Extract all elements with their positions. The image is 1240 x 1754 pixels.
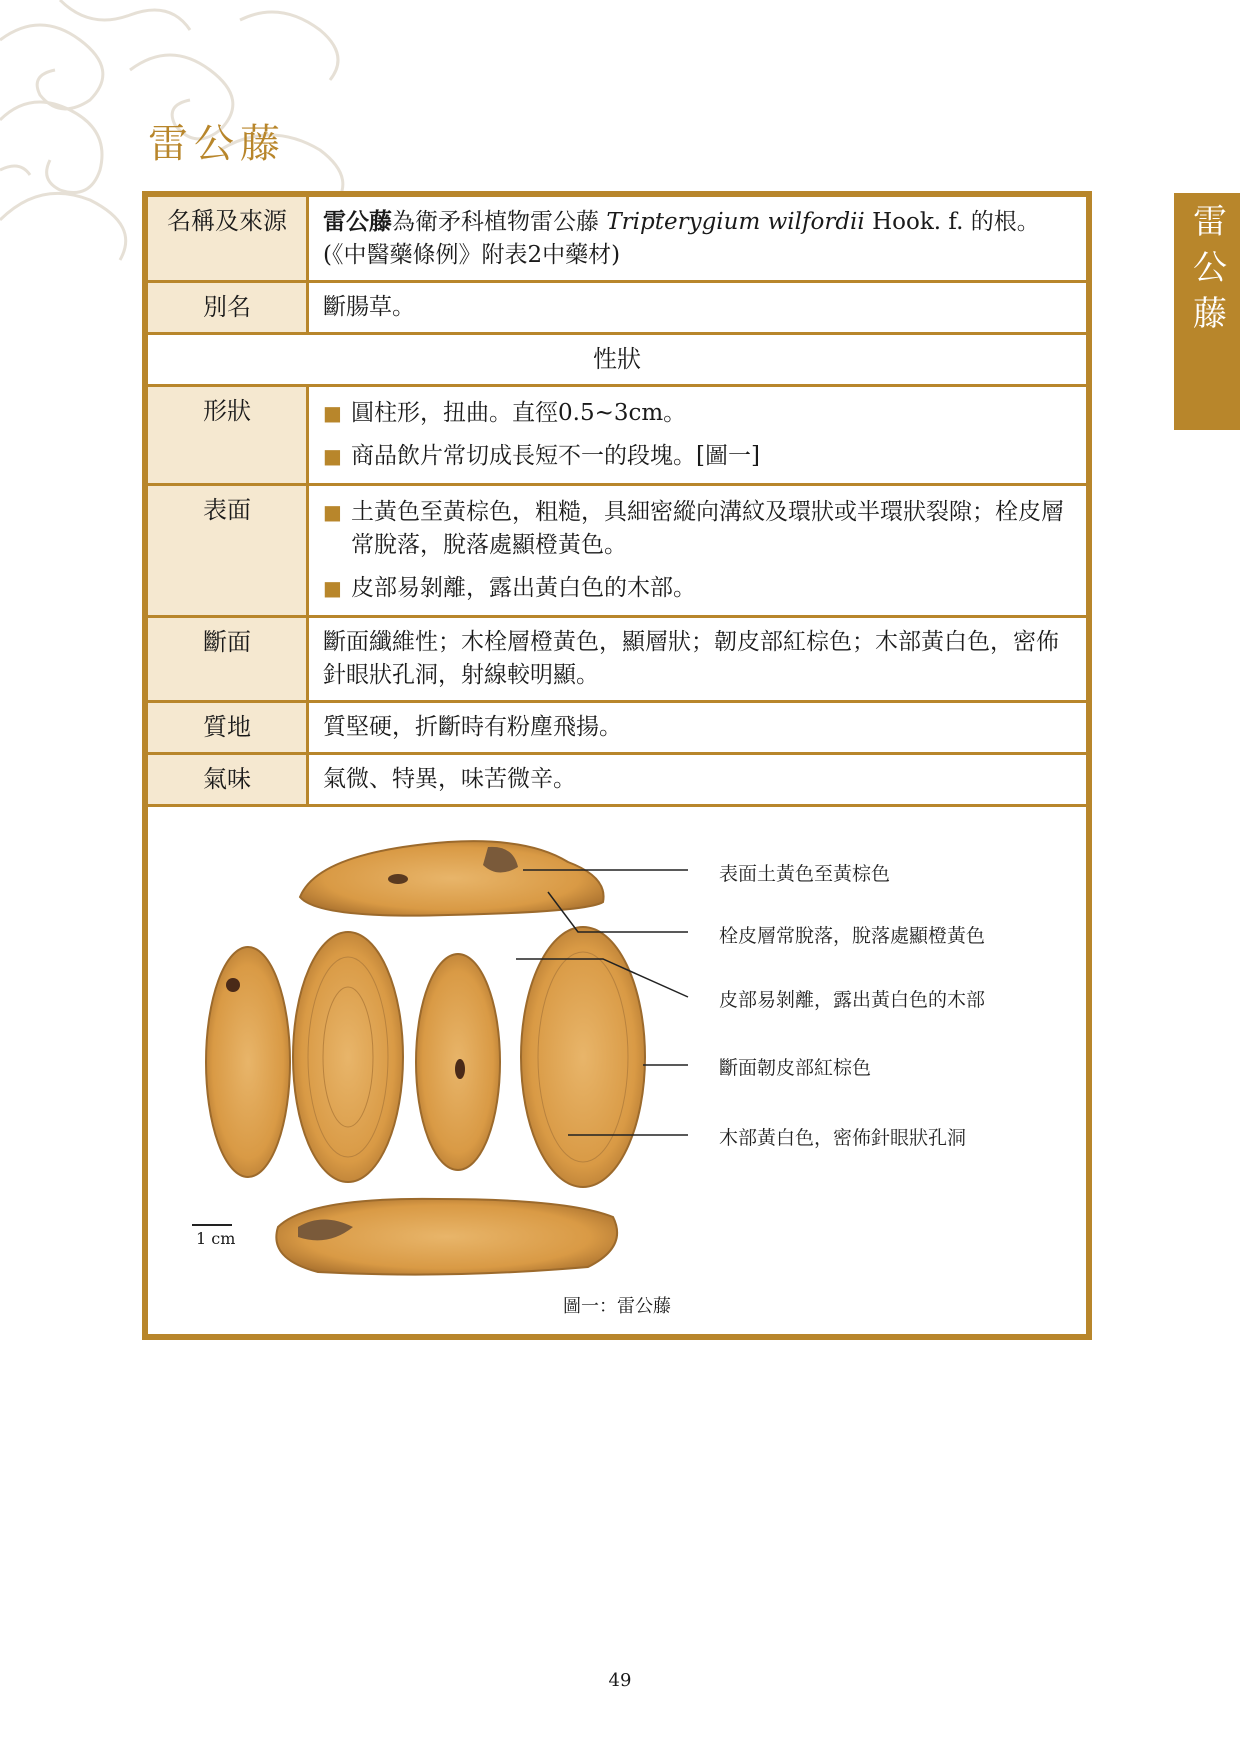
- value-shape: [308, 386, 1087, 485]
- latin-name: Tripterygium wilfordii: [606, 209, 865, 235]
- row-source: [148, 197, 1086, 282]
- figure-caption: 圖一：雷公藤: [563, 1296, 671, 1317]
- square-bullet-icon: ■: [323, 500, 342, 524]
- herb-slice-1: [206, 947, 290, 1177]
- source-text-1: 為衛矛科植物雷公藤: [392, 209, 607, 235]
- page-title: 雷公藤: [148, 121, 286, 167]
- list-item: [323, 397, 1072, 430]
- value-source: [308, 197, 1087, 282]
- side-tab: [1174, 193, 1240, 430]
- label-source: 名稱及來源: [148, 197, 308, 282]
- row-texture: [148, 702, 1086, 754]
- label-odor: 氣味: [148, 754, 308, 806]
- square-bullet-icon: ■: [323, 444, 342, 468]
- surface-item-1: 土黃色至黃棕色，粗糙，具細密縱向溝紋及環狀或半環狀裂隙；栓皮層常脫落，脫落處顯橙黃色。: [351, 499, 1064, 558]
- list-item: [323, 496, 1072, 562]
- row-shape: [148, 386, 1086, 485]
- monograph-table: [148, 197, 1086, 807]
- page-number: 49: [608, 1670, 632, 1691]
- label-texture: 質地: [148, 702, 308, 754]
- scale-label: 1 cm: [196, 1229, 236, 1248]
- source-note: (《中醫藥條例》附表2中藥材): [323, 242, 621, 268]
- square-bullet-icon: ■: [323, 576, 342, 600]
- callout-4: 斷面韌皮部紅棕色: [719, 1057, 872, 1079]
- callout-5: 木部黃白色，密佈針眼狀孔洞: [719, 1127, 967, 1149]
- herb-name: 雷公藤: [323, 208, 392, 235]
- surface-item-2: 皮部易剝離，露出黃白色的木部。: [351, 575, 696, 601]
- value-surface: [308, 485, 1087, 617]
- shape-item-2: 商品飲片常切成長短不一的段塊。[圖一]: [351, 443, 760, 469]
- list-item: [323, 440, 1072, 473]
- callout-1: 表面土黃色至黃棕色: [719, 863, 891, 885]
- row-alias: [148, 282, 1086, 334]
- source-text-2: Hook. f. 的根。: [864, 209, 1040, 235]
- list-item: [323, 572, 1072, 605]
- row-surface: [148, 485, 1086, 617]
- callout-3: 皮部易剝離，露出黃白色的木部: [719, 989, 986, 1011]
- monograph-frame: [142, 191, 1092, 1340]
- shape-item-1: 圓柱形，扭曲。直徑0.5~3cm。: [351, 400, 687, 426]
- herb-slices-illustration: [148, 807, 1086, 1327]
- row-section-header: [148, 334, 1086, 386]
- label-shape: 形狀: [148, 386, 308, 485]
- label-alias: 別名: [148, 282, 308, 334]
- callout-2: 栓皮層常脫落，脫落處顯橙黃色: [719, 925, 986, 947]
- label-section: 斷面: [148, 617, 308, 702]
- value-section: 斷面纖維性；木栓層橙黃色，顯層狀；韌皮部紅棕色；木部黃白色，密佈針眼狀孔洞，射線較明顯。: [308, 617, 1087, 702]
- label-surface: 表面: [148, 485, 308, 617]
- herb-slice-4: [521, 927, 645, 1187]
- value-odor: 氣微、特異，味苦微辛。: [308, 754, 1087, 806]
- figure-area: [148, 807, 1086, 1387]
- value-texture: 質堅硬，折斷時有粉塵飛揚。: [308, 702, 1087, 754]
- square-bullet-icon: ■: [323, 401, 342, 425]
- value-alias: 斷腸草。: [308, 282, 1087, 334]
- side-tab-label: 雷公藤: [1186, 203, 1227, 341]
- row-odor: [148, 754, 1086, 806]
- section-header: 性狀: [148, 334, 1086, 386]
- row-section: [148, 617, 1086, 702]
- herb-slice-2: [293, 932, 403, 1182]
